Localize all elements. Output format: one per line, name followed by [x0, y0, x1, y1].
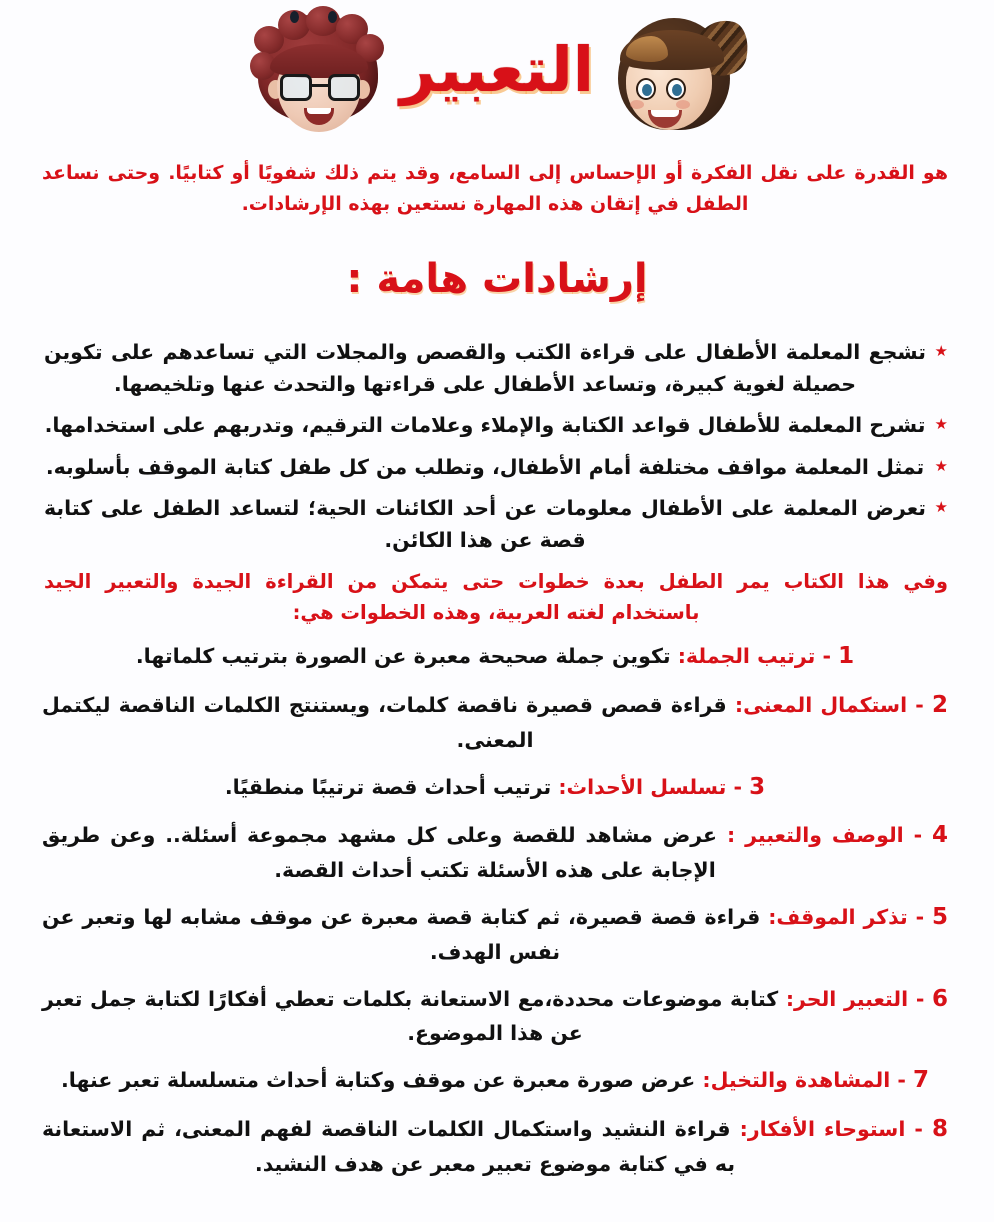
step-dash: - — [913, 823, 923, 848]
step-body: ترتيب أحداث قصة ترتيبًا منطقيًا. — [224, 774, 552, 799]
girl-eye-left — [636, 78, 656, 100]
step-body: قراءة قصة قصيرة، ثم كتابة قصة معبرة عن موقف مشابه لها وتعبر عن نفس الهدف. — [42, 904, 761, 964]
girl-eye-right — [666, 78, 686, 100]
girl-avatar-icon — [600, 4, 750, 149]
section-heading: إرشادات هامة : — [346, 255, 648, 302]
step-dash: - — [733, 774, 742, 799]
step-body: كتابة موضوعات محددة،مع الاستعانة بكلمات تعطي أفكارًا لكتابة جمل تعبر عن هذا الموضوع. — [42, 986, 779, 1046]
list-item-text: تمثل المعلمة مواقف مختلفة أمام الأطفال، وتطلب من كل طفل كتابة الموقف بأسلوبه. — [45, 454, 925, 479]
boy-eye-right — [328, 11, 337, 23]
step-label: استكمال المعنى: — [734, 692, 908, 717]
step-dash: - — [915, 692, 924, 717]
star-bullet-icon: ★ — [934, 456, 948, 475]
step-item — [42, 899, 948, 969]
step-body: قراءة قصص قصيرة ناقصة كلمات، ويستنتج الكلمات الناقصة ليكتمل المعنى. — [42, 692, 727, 752]
boy-avatar-icon — [244, 4, 394, 149]
list-item — [44, 336, 948, 401]
step-number: 8 — [931, 1115, 948, 1142]
step-item — [42, 1062, 948, 1099]
star-bullet-icon: ★ — [934, 498, 948, 517]
step-number: 4 — [932, 822, 949, 849]
star-bullet-icon: ★ — [934, 341, 948, 360]
glasses-bridge — [312, 84, 328, 88]
step-item — [42, 638, 948, 675]
step-body: عرض مشاهد للقصة وعلى كل مشهد مجموعة أسئلة.. وعن طريق الإجابة على هذه الأسئلة تكتب أحداث القصة. — [42, 823, 718, 883]
step-dash: - — [915, 904, 925, 929]
step-item — [42, 687, 948, 757]
step-dash: - — [822, 644, 831, 669]
step-body: قراءة النشيد واستكمال الكلمات الناقصة لفهم المعنى، ثم الاستعانة به في كتابة موضوع تعبير معبر عن هدف النشيد. — [42, 1116, 736, 1176]
step-dash: - — [914, 1116, 923, 1141]
step-dash: - — [897, 1068, 906, 1093]
guidelines-list — [44, 336, 948, 557]
steps-list — [42, 638, 948, 1180]
step-number: 3 — [749, 773, 766, 800]
glasses-lens-left — [280, 74, 312, 101]
girl-cheek-right — [676, 100, 690, 109]
step-body: عرض صورة معبرة عن موقف وكتابة أحداث متسلسلة تعبر عنها. — [60, 1068, 696, 1093]
step-number: 5 — [931, 903, 948, 930]
star-bullet-icon: ★ — [934, 415, 948, 434]
step-item — [42, 1111, 948, 1181]
step-body: تكوين جملة صحيحة معبرة عن الصورة بترتيب كلماتها. — [135, 644, 671, 669]
step-number: 6 — [932, 985, 949, 1012]
step-number: 7 — [913, 1067, 930, 1094]
step-dash: - — [915, 986, 925, 1011]
red-note-paragraph: وفي هذا الكتاب يمر الطفل بعدة خطوات حتى يتمكن من القراءة الجيدة والتعبير الجيد باستخدام لغته العربية، وهذه الخطوات هي: — [44, 569, 948, 624]
step-label: الوصف والتعبير : — [726, 823, 904, 848]
step-number: 2 — [932, 691, 949, 718]
step-label: تذكر الموقف: — [768, 904, 908, 929]
list-item-text: تشرح المعلمة للأطفال قواعد الكتابة والإملاء وعلامات الترقيم، وتدربهم على استخدامها. — [44, 413, 926, 438]
glasses-lens-right — [328, 74, 360, 101]
list-item — [44, 409, 948, 441]
intro-paragraph: هو القدرة على نقل الفكرة أو الإحساس إلى السامع، وقد يتم ذلك شفويًا أو كتابيًا. وحتى نساعد الطفل في إتقان هذه المهارة نستعين بهذه الإرشادات. — [42, 162, 948, 215]
list-item-text: تشجع المعلمة الأطفال على قراءة الكتب والقصص والمجلات التي تساعدهم على تكوين حصيلة لغوية كبيرة، وتساعد الأطفال على قراءتها والتحدث عنها وتلخيصها. — [44, 339, 926, 396]
step-label: التعبير الحر: — [785, 986, 909, 1011]
step-item — [42, 769, 948, 806]
list-item — [44, 492, 948, 557]
step-label: تسلسل الأحداث: — [558, 774, 727, 799]
step-number: 1 — [838, 643, 855, 670]
step-item — [42, 817, 948, 887]
girl-cheek-left — [630, 100, 644, 109]
boy-eye-left — [290, 11, 299, 23]
step-label: استوحاء الأفكار: — [739, 1116, 906, 1141]
list-item — [44, 451, 948, 483]
page-title: التعبير — [399, 33, 595, 106]
step-label: المشاهدة والتخيل: — [702, 1068, 891, 1093]
document-header — [0, 0, 994, 152]
glasses-icon — [280, 74, 360, 102]
step-item — [42, 981, 948, 1051]
list-item-text: تعرض المعلمة على الأطفال معلومات عن أحد الكائنات الحية؛ لتساعد الطفل على كتابة قصة عن هذا الكائن. — [44, 496, 926, 553]
step-label: ترتيب الجملة: — [677, 644, 816, 669]
